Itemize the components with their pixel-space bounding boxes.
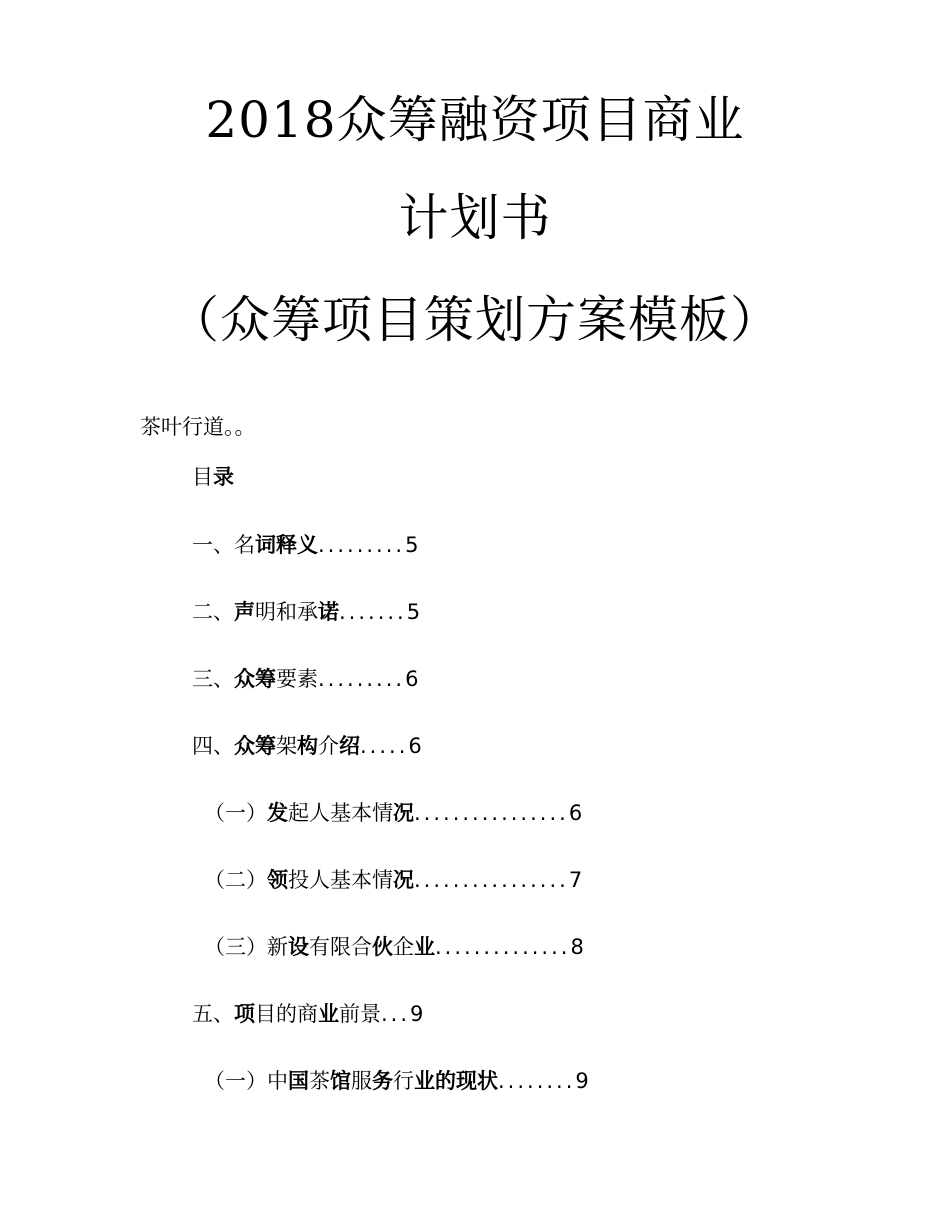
toc-item-text: 众筹: [234, 734, 276, 758]
toc-item-text: 业的现状: [414, 1069, 498, 1093]
toc-item-text: 起人基本情: [288, 801, 393, 825]
toc-item-leader: .........: [318, 533, 406, 557]
toc-item: [204, 798, 582, 828]
toc-item-text: 投人基本情: [288, 868, 393, 892]
toc-item-leader: ................: [414, 868, 569, 892]
toc-item-page: 6: [568, 801, 583, 825]
toc-item-page: 5: [406, 600, 421, 624]
toc-item-text: 一、名: [192, 533, 255, 557]
toc-heading-part-2: 录: [213, 465, 234, 489]
toc-item-text: 项: [234, 1002, 255, 1026]
toc-item-text: 目的商: [255, 1002, 318, 1026]
toc-item: [204, 932, 584, 962]
toc-item-text: 词释义: [255, 533, 318, 557]
toc-item-text: 明和承: [255, 600, 318, 624]
toc-item-leader: .......: [339, 600, 407, 624]
toc-item-text: 况: [393, 868, 414, 892]
toc-item: [192, 664, 418, 694]
toc-item-text: 设: [288, 935, 309, 959]
toc-item-text: 企: [393, 935, 414, 959]
toc-item-text: 众筹: [234, 667, 276, 691]
toc-item-leader: ...: [381, 1002, 411, 1026]
toc-item-text: 五、: [192, 1002, 234, 1026]
toc-item-text: 声: [234, 600, 255, 624]
toc-item-text: 四、: [192, 734, 234, 758]
toc-item-text: 绍: [339, 734, 360, 758]
toc-item: [192, 597, 420, 627]
toc-item-text: （三）新: [204, 935, 288, 959]
toc-item-text: 领: [267, 868, 288, 892]
toc-item-leader: ........: [498, 1069, 576, 1093]
toc-item-text: 业: [414, 935, 435, 959]
toc-item-leader: ................: [414, 801, 569, 825]
toc-item-text: 务: [372, 1069, 393, 1093]
toc-item-text: 三、: [192, 667, 234, 691]
toc-item-text: 况: [393, 801, 414, 825]
toc-item-page: 9: [410, 1002, 424, 1026]
document-title-line-3: （众筹项目策划方案模板）: [169, 291, 781, 349]
toc-item-leader: ..............: [435, 935, 571, 959]
toc-heading-part-1: 目: [192, 465, 213, 489]
toc-item-page: 9: [575, 1069, 589, 1093]
toc-item-page: 7: [568, 868, 583, 892]
toc-item: [192, 731, 422, 761]
toc-item-text: 前景: [339, 1002, 381, 1026]
toc-item-text: 业: [318, 1002, 339, 1026]
toc-item-text: 伙: [372, 935, 393, 959]
toc-item-text: 诺: [318, 600, 339, 624]
document-title-line-1: 2018众筹融资项目商业: [205, 91, 745, 149]
toc-item-leader: .........: [318, 667, 406, 691]
toc-item-page: 6: [408, 734, 422, 758]
toc-item: [204, 1066, 589, 1096]
toc-item-text: 茶: [309, 1069, 330, 1093]
toc-item-text: 国: [288, 1069, 309, 1093]
toc-item: [204, 865, 582, 895]
toc-item-text: 构: [297, 734, 318, 758]
toc-item-text: 行: [393, 1069, 414, 1093]
toc-item-leader: .....: [360, 734, 409, 758]
toc-item-page: 5: [405, 533, 419, 557]
toc-item-text: 有限合: [309, 935, 372, 959]
intro-text: 茶叶行道。。: [140, 415, 256, 439]
toc-heading: [192, 462, 234, 492]
toc-item-page: 8: [570, 935, 584, 959]
toc-item: [192, 999, 423, 1029]
toc-item-text: （二）: [204, 868, 267, 892]
toc-item-text: 馆: [330, 1069, 351, 1093]
toc-item-text: 要素: [276, 667, 318, 691]
toc-item-text: 架: [276, 734, 297, 758]
document-title-line-2: 计划书: [398, 189, 552, 247]
toc-item: [192, 530, 418, 560]
toc-item-text: 服: [351, 1069, 372, 1093]
toc-item-text: （一）中: [204, 1069, 288, 1093]
toc-item-text: 发: [267, 801, 288, 825]
toc-item-text: （一）: [204, 801, 267, 825]
toc-item-text: 介: [318, 734, 339, 758]
toc-item-text: 二、: [192, 600, 234, 624]
toc-item-page: 6: [405, 667, 419, 691]
